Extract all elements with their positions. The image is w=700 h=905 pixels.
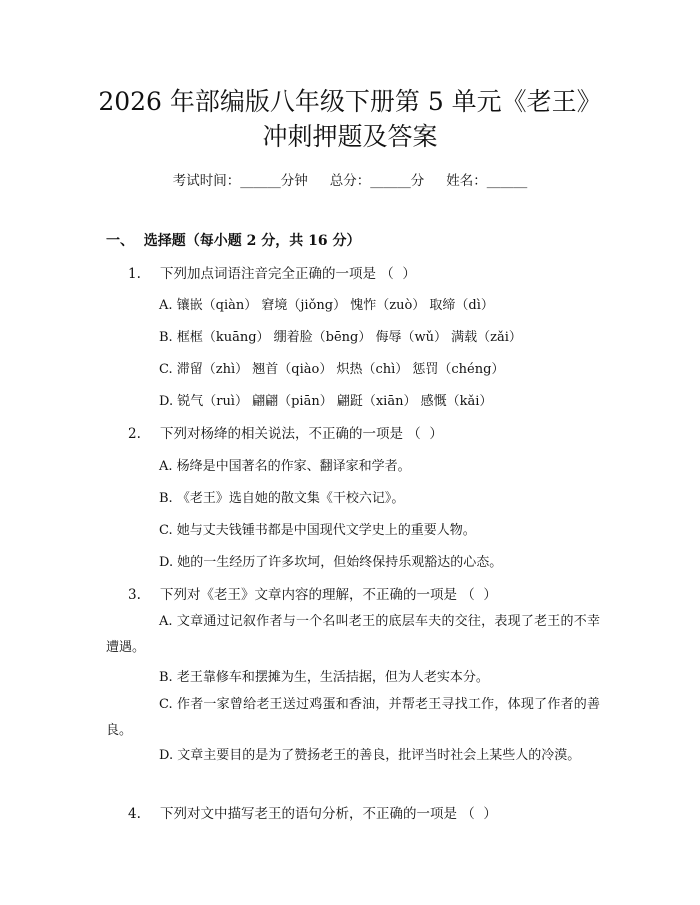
question-2: 2. 下列对杨绛的相关说法，不正确的一项是 （ ）	[128, 426, 443, 442]
q2-option-c: C. 她与丈夫钱锺书都是中国现代文学史上的重要人物。	[159, 523, 476, 538]
question-text: 下列对文中描写老王的语句分析，不正确的一项是 （ ）	[160, 806, 497, 822]
q3-option-d: D. 文章主要目的是为了赞扬老王的善良，批评当时社会上某些人的冷漠。	[159, 748, 581, 763]
document-title-line-1: 2026 年部编版八年级下册第 5 单元《老王》	[98, 87, 602, 116]
total-score-field: 总分：______分	[329, 173, 425, 189]
q3-option-a: A. 文章通过记叙作者与一个名叫老王的底层车夫的交往，表现了老王的不幸遭遇。	[106, 614, 600, 655]
q3-option-b: B. 老王靠修车和摆摊为生，生活拮据，但为人老实本分。	[159, 670, 489, 685]
q2-option-d: D. 她的一生经历了许多坎坷，但始终保持乐观豁达的心态。	[159, 555, 503, 570]
q1-option-a: A. 镶嵌（qiàn） 窘境（jiǒng） 愧怍（zuò） 取缔（dì）	[159, 298, 494, 313]
q1-option-c: C. 滞留（zhì） 翘首（qiào） 炽热（chì） 惩罚（chéng）	[159, 362, 505, 377]
q1-option-d: D. 锐气（ruì） 翩翩（piān） 翩跹（xiān） 感慨（kǎi）	[159, 394, 493, 409]
question-text: 下列对杨绛的相关说法，不正确的一项是 （ ）	[160, 426, 443, 442]
question-text: 下列对《老王》文章内容的理解，不正确的一项是 （ ）	[160, 587, 497, 603]
q1-option-b: B. 框框（kuāng） 绷着脸（bēng） 侮辱（wǔ） 满载（zǎi）	[159, 330, 522, 345]
exam-info-line	[0, 169, 700, 189]
question-text: 下列加点词语注音完全正确的一项是 （ ）	[160, 266, 416, 282]
q3-option-c: C. 作者一家曾给老王送过鸡蛋和香油，并帮老王寻找工作，体现了作者的善良。	[106, 697, 600, 738]
question-4: 4. 下列对文中描写老王的语句分析，不正确的一项是 （ ）	[128, 806, 497, 822]
student-name-field: 姓名：______	[446, 173, 528, 189]
section-heading-choice: 一、 选择题（每小题 2 分，共 16 分）	[106, 233, 361, 249]
q2-option-a: A. 杨绛是中国著名的作家、翻译家和学者。	[159, 459, 411, 474]
document-title-line-2: 冲刺押题及答案	[262, 122, 438, 151]
exam-time-field: 考试时间：______分钟	[172, 173, 308, 189]
q2-option-b: B. 《老王》选自她的散文集《干校六记》。	[159, 491, 405, 506]
question-3: 3. 下列对《老王》文章内容的理解，不正确的一项是 （ ）	[128, 587, 497, 603]
question-1: 1. 下列加点词语注音完全正确的一项是 （ ）	[128, 266, 416, 282]
